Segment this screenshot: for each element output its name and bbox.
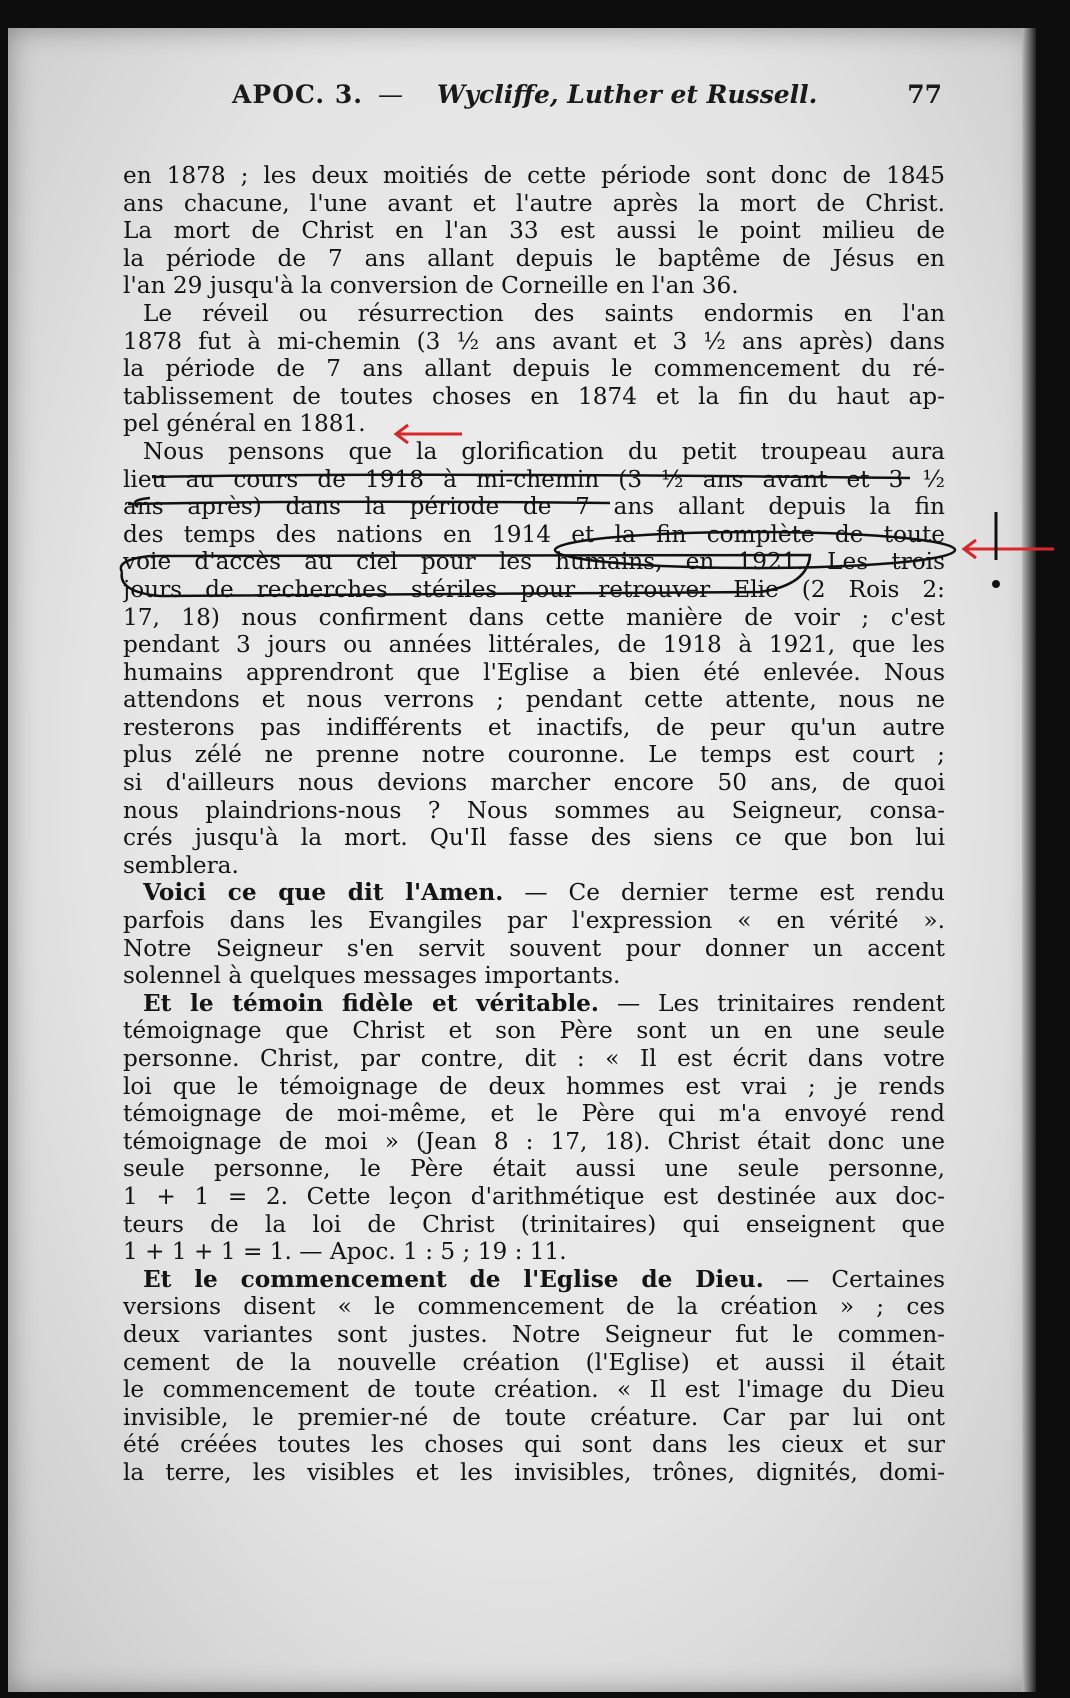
text-line: crés jusqu'à la mort. Qu'Il fasse des siens ce que bon lui — [123, 824, 945, 852]
text-line: teurs de la loi de Christ (trinitaires) qui enseignent que — [123, 1210, 945, 1238]
text-line: le commencement de toute création. « Il est l'image du Dieu — [123, 1376, 945, 1404]
text-line: tablissement de toutes choses en 1874 et la fin du haut ap- — [123, 382, 945, 410]
text-line: la terre, les visibles et les invisibles, trônes, dignités, domi- — [123, 1458, 945, 1486]
text-line: 1878 fut à mi-chemin (3 ½ ans avant et 3 ½ ans après) dans — [123, 327, 945, 355]
text-line: ans après) dans la période de 7 ans allant depuis la fin — [123, 493, 945, 521]
text-line: seule personne, le Père était aussi une seule personne, — [123, 1155, 945, 1183]
text-line: été créées toutes les choses qui sont dans les cieux et sur — [123, 1431, 945, 1459]
text-line: deux variantes sont justes. Notre Seigneur fut le commen- — [123, 1320, 945, 1348]
text-line: témoignage que Christ et son Père sont un en une seule — [123, 1017, 945, 1045]
text-line: voie d'accès au ciel pour les humains, en 1921. Les trois — [123, 548, 945, 576]
text-line: témoignage de moi-même, et le Père qui m'a envoyé rend — [123, 1100, 945, 1128]
text-line: versions disent « le commencement de la création » ; ces — [123, 1293, 945, 1321]
run-in-heading: Et le commencement de l'Eglise de Dieu. — [143, 1265, 764, 1293]
text-line: La mort de Christ en l'an 33 est aussi le point milieu de — [123, 217, 945, 245]
text-line: Voici ce que dit l'Amen. — Ce dernier terme est rendu — [143, 879, 945, 907]
scan-edge — [1022, 28, 1036, 1692]
text-line: resterons pas indifférents et inactifs, de peur qu'un autre — [123, 713, 945, 741]
text-line: ans chacune, l'une avant et l'autre après la mort de Christ. — [123, 189, 945, 217]
text-line: pendant 3 jours ou années littérales, de 1918 à 1921, que les — [123, 631, 945, 659]
text-line: invisible, le premier-né de toute créature. Car par lui ont — [123, 1403, 945, 1431]
text-line: lieu au cours de 1918 à mi-chemin (3 ½ ans avant et 3 ½ — [123, 465, 945, 493]
run-in-heading: Voici ce que dit l'Amen. — [143, 879, 504, 907]
text-line: semblera. — [123, 851, 239, 879]
text-line: la période de 7 ans allant depuis le commencement du ré- — [123, 355, 945, 383]
text-line: loi que le témoignage de deux hommes est vrai ; je rends — [123, 1072, 945, 1100]
text-line: nous plaindrions-nous ? Nous sommes au Seigneur, consa- — [123, 796, 945, 824]
run-in-heading: Et le témoin fidèle et véritable. — [143, 989, 600, 1017]
text-line: jours de recherches stériles pour retrouver Elie (2 Rois 2: — [123, 575, 945, 603]
running-header — [232, 80, 942, 114]
text-line: personne. Christ, par contre, dit : « Il est écrit dans votre — [123, 1045, 945, 1072]
text-line: cement de la nouvelle création (l'Eglise) et aussi il était — [123, 1348, 945, 1376]
text-line: parfois dans les Evangiles par l'expression « en vérité ». — [123, 907, 945, 935]
text-line: 1 + 1 + 1 = 1. — Apoc. 1 : 5 ; 19 : 11. — [123, 1238, 567, 1266]
text-line: humains apprendront que l'Eglise a bien été enlevée. Nous — [123, 658, 945, 686]
text-line: en 1878 ; les deux moitiés de cette période sont donc de 1845 — [123, 162, 945, 189]
text-line: solennel à quelques messages importants. — [123, 962, 621, 990]
text-line: la période de 7 ans allant depuis le baptême de Jésus en — [123, 244, 945, 272]
header-title: Wycliffe, Luther et Russell. — [437, 80, 818, 109]
text-line: si d'ailleurs nous devions marcher encore 50 ans, de quoi — [123, 769, 945, 797]
header-section: APOC. 3. — [232, 80, 363, 109]
text-line: pel général en 1881. — [123, 410, 366, 438]
text-line: témoignage de moi » (Jean 8 : 17, 18). Christ était donc une — [123, 1127, 945, 1155]
text-line: Notre Seigneur s'en servit souvent pour donner un accent — [123, 934, 945, 962]
text-line: attendons et nous verrons ; pendant cette attente, nous ne — [123, 686, 945, 714]
text-line: Le réveil ou résurrection des saints endormis en l'an — [143, 299, 945, 327]
text-line: des temps des nations en 1914 et la fin complète de toute — [123, 520, 945, 548]
text-line: 1 + 1 = 2. Cette leçon d'arithmétique est destinée aux doc- — [123, 1182, 945, 1210]
text-line: Et le témoin fidèle et véritable. — Les trinitaires rendent — [143, 989, 945, 1017]
page-number: 77 — [907, 80, 942, 109]
text-line: l'an 29 jusqu'à la conversion de Corneille en l'an 36. — [123, 272, 739, 300]
body-text — [123, 162, 945, 1487]
text-line: 17, 18) nous confirment dans cette manière de voir ; c'est — [123, 603, 945, 631]
header-dash: — — [378, 80, 403, 109]
text-line: plus zélé ne prenne notre couronne. Le temps est court ; — [123, 741, 945, 769]
text-line: Et le commencement de l'Eglise de Dieu. — Certaines — [143, 1265, 945, 1293]
text-line: Nous pensons que la glorification du petit troupeau aura — [143, 437, 945, 465]
